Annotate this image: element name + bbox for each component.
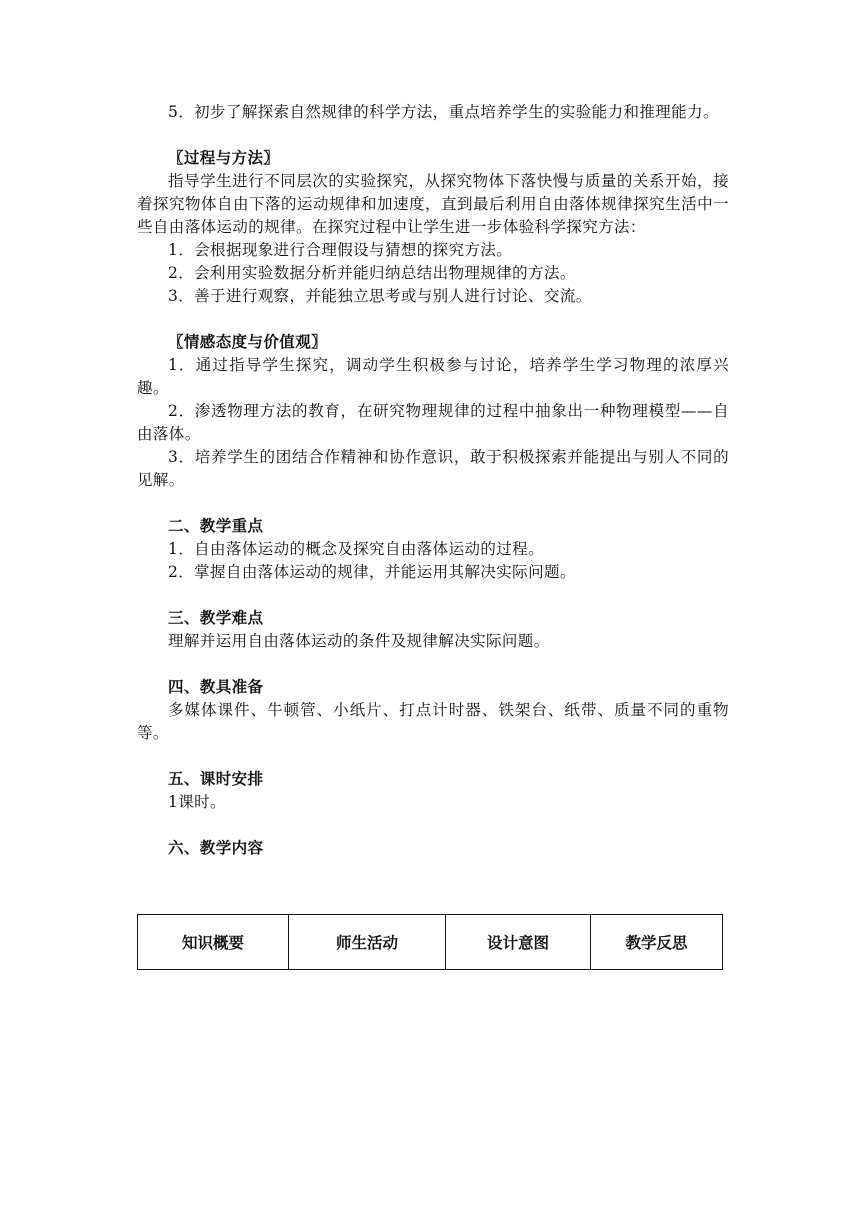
section-5-text: 1课时。 [168, 793, 226, 811]
process-methods-heading: 〖过程与方法〗 [168, 149, 280, 167]
section-2-heading: 二、教学重点 [168, 517, 264, 535]
document-body [137, 101, 729, 860]
objective-item-5: 5．初步了解探索自然规律的科学方法，重点培养学生的实验能力和推理能力。 [168, 103, 719, 121]
attitudes-item-3: 3．培养学生的团结合作精神和协作意识，敢于积极探索并能提出与别人不同的见解。 [137, 448, 729, 489]
section-3-heading: 三、教学难点 [168, 609, 264, 627]
section-3-text: 理解并运用自由落体运动的条件及规律解决实际问题。 [168, 632, 550, 650]
attitudes-heading: 〖情感态度与价值观〗 [168, 333, 328, 351]
teaching-content-table [137, 914, 723, 970]
process-methods-intro: 指导学生进行不同层次的实验探究，从探究物体下落快慢与质量的关系开始，接着探究物体自由下落的运动规律和加速度，直到最后利用自由落体规律探究生活中一些自由落体运动的规律。在探究过程中让学生进一步体验科学探究方法： [137, 172, 729, 236]
section-4-text: 多媒体课件、牛顿管、小纸片、打点计时器、铁架台、纸带、质量不同的重物等。 [137, 701, 729, 742]
table-header-design-intent: 设计意图 [446, 915, 591, 970]
section-2-item-1: 1．自由落体运动的概念及探究自由落体运动的过程。 [168, 540, 544, 558]
teaching-content-table-wrapper [137, 914, 723, 970]
table-header-activities: 师生活动 [289, 915, 446, 970]
table-header-reflection: 教学反思 [591, 915, 723, 970]
process-methods-item-2: 2．会利用实验数据分析并能归纳总结出物理规律的方法。 [168, 264, 576, 282]
section-6-heading: 六、教学内容 [168, 839, 264, 857]
table-header-row [138, 915, 723, 970]
section-2-item-2: 2．掌握自由落体运动的规律，并能运用其解决实际问题。 [168, 563, 576, 581]
process-methods-item-3: 3．善于进行观察，并能独立思考或与别人进行讨论、交流。 [168, 287, 592, 305]
process-methods-item-1: 1．会根据现象进行合理假设与猜想的探究方法。 [168, 241, 513, 259]
attitudes-item-2: 2．渗透物理方法的教育，在研究物理规律的过程中抽象出一种物理模型——自由落体。 [137, 402, 729, 443]
attitudes-item-1: 1．通过指导学生探究，调动学生积极参与讨论，培养学生学习物理的浓厚兴趣。 [137, 356, 729, 397]
table-header-knowledge: 知识概要 [138, 915, 289, 970]
section-4-heading: 四、教具准备 [168, 678, 264, 696]
section-5-heading: 五、课时安排 [168, 770, 264, 788]
